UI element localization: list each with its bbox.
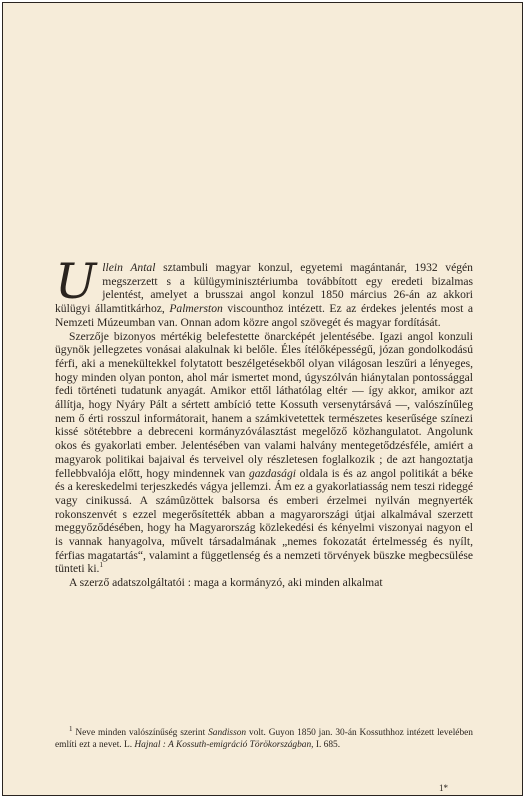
footnote: [55, 724, 473, 751]
paragraph-1-text-a: sztambuli magyar konzul, egyetemi magántanár, 1932 végén megszerzett s a külügyminisztériumba továbbított egy eredeti bizalmas jelentést, amelyet a brusszai angol konzul 1850 március 26-án az akkori külügyi államtitkárhoz,: [55, 261, 473, 316]
footnote-number: 1: [69, 724, 73, 733]
paragraph-3-text: A szerző adatszolgáltatói : maga a kormányzó, aki minden alkalmat: [69, 576, 383, 590]
footnote-sandisson: Sandisson: [208, 728, 247, 738]
paragraph-1-text-b: viscounthoz intézett. Ez az érdekes jelentés most a Nemzeti Múzeumban van. Onnan adom közre angol szövegét és magyar fordítását.: [55, 302, 473, 329]
signature-mark: 1*: [439, 783, 448, 793]
article-body: [55, 253, 473, 590]
paragraph-3: [55, 576, 473, 590]
footnote-citation-title: Hajnal : A Kossuth-emigráció Törökországban,: [134, 740, 314, 750]
gazdasagi-word: gazdasági: [248, 466, 296, 480]
paragraph-2-text-b: oldala is és az angol politikát a béke és a kereskedelmi terjeszkedés vágya jellemzi. Ám ez a gyakorlatiasság nem teszi rideggé vagy cinikussá. A számûzöttek balsorsa és emberi érzelmei nyilván megnyerték rokonszenvét s ezzel megerősítették abban a magyarországi útjai alkalmával szerzett meggyőződésében, hogy ha Magyarország közlekedési és kényelmi viszonyai nagyon el is vannak hanyagolva, művelt társadalmának „nemes fokozatát értelmesség és nyílt, férfias magatartás“, valamint a függetlenség és a nemzeti törvények büszke megbecsülése tünteti ki.: [55, 466, 473, 576]
footnote-ref: 1: [99, 561, 103, 570]
paragraph-2-text-a: Szerzője bizonyos mértékig belefestette önarcképét jelentésébe. Igazi angol konzuli ügynök jellegzetes vonásai alakulnak ki belőle. Éles ítélőképességű, józan gondolkodású férfi, aki a menekültekkel folytatott beszélgetésekből olyan világosan leszűri a lényeges, hogy minden olyan ponton, ahol már ismertet mond, úgyszólván hiánytalan pontossággal fedi történeti tudatunk anyagát. Amikor ettől láthatólag eltér — így akkor, amikor azt állítja, hogy Nyáry Pált a sértett ambíció tette Kossuth versenytársává —, valószínűleg nem ő érti rosszul informátorait, hanem a számkivetettek természetes keserűsége színezi kissé sötétebbre a debreceni kormányzóválasztást megelőző közhangulatot. Angolunk okos és gyakorlati ember. Jelentésében van valami halvány mentegetődzésféle, amiért a magyarok politikai bajaival és terveivel oly részletesen foglalkozik ; de azt hangoztatja fellebbvalója előtt, hogy mindennek van: [55, 329, 473, 480]
footnote-1: [55, 724, 473, 751]
palmerston-name: Palmerston: [169, 302, 223, 316]
footnote-text-a: Neve minden valószínűség szerint: [72, 728, 209, 738]
footnote-text-c: I. 685.: [313, 740, 341, 750]
footnote-text-b: volt. Guyon 1850 jan. 30-án Kossuthhoz intézett levelében említi ezt a nevet. L.: [55, 728, 473, 750]
paragraph-2: [55, 330, 473, 577]
author-name: llein Antal: [102, 261, 156, 274]
paragraph-1: [55, 253, 473, 330]
drop-cap: U: [55, 253, 97, 310]
document-page: [2, 2, 523, 796]
